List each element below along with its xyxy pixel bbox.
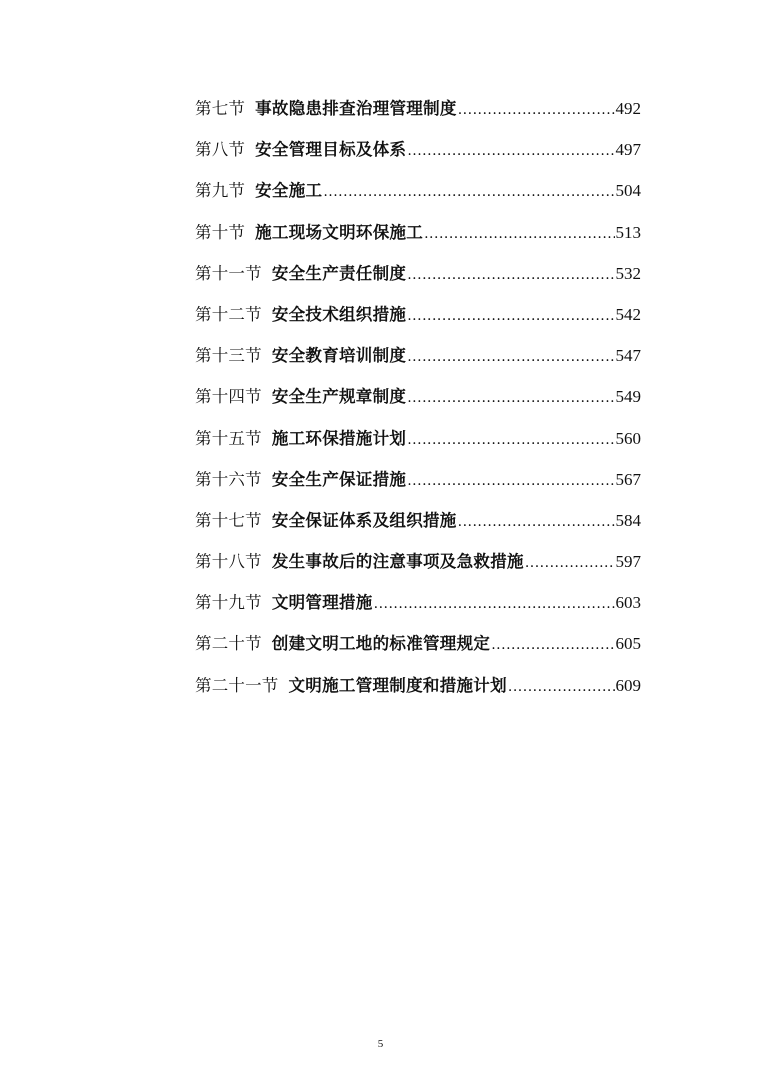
toc-entry[interactable] [195, 589, 641, 630]
toc-entry[interactable] [195, 95, 641, 136]
toc-entry-title: 安全保证体系及组织措施 [271, 510, 457, 530]
toc-entry[interactable] [195, 548, 641, 589]
toc-section-number: 第十四节 [195, 387, 262, 407]
toc-section-number: 第十五节 [195, 428, 262, 448]
toc-section-number: 第八节 [195, 140, 246, 160]
dot-leader [424, 220, 614, 248]
toc-page-number: 547 [615, 346, 641, 366]
toc-entry-title: 安全生产保证措施 [271, 469, 407, 489]
toc-entry[interactable] [195, 301, 641, 342]
toc-page-number: 597 [615, 552, 641, 572]
toc-entry[interactable] [195, 672, 641, 713]
page-number: 5 [377, 1038, 384, 1050]
toc-page-number: 560 [615, 428, 641, 448]
toc-entry[interactable] [195, 383, 641, 424]
toc-entry[interactable] [195, 177, 641, 218]
toc-section-number: 第十节 [195, 222, 246, 242]
toc-entry-title: 安全生产规章制度 [271, 387, 407, 407]
toc-page-number: 532 [615, 263, 641, 283]
toc-page-number: 492 [615, 99, 641, 118]
toc-section-number: 第十八节 [195, 552, 262, 572]
toc-entry-title: 创建文明工地的标准管理规定 [271, 634, 491, 654]
toc-section-number: 第十九节 [195, 593, 262, 613]
toc-page-number: 549 [615, 387, 641, 407]
toc-entry[interactable] [195, 136, 641, 177]
toc-entry-title: 施工现场文明环保施工 [255, 222, 424, 242]
toc-entry-title: 安全施工 [255, 181, 323, 201]
toc-page-number: 603 [615, 593, 641, 613]
dot-leader [374, 590, 615, 618]
dot-leader [458, 508, 615, 536]
dot-leader [508, 673, 615, 701]
toc-page-number: 567 [615, 469, 641, 489]
toc-entry[interactable] [195, 630, 641, 671]
dot-leader [407, 343, 614, 371]
toc-entry-title: 施工环保措施计划 [271, 428, 407, 448]
toc-section-number: 第七节 [195, 99, 246, 118]
toc-page-number: 513 [615, 222, 641, 242]
toc-entry-title: 安全教育培训制度 [271, 346, 407, 366]
table-of-contents [195, 95, 641, 713]
toc-entry-title: 发生事故后的注意事项及急救措施 [271, 552, 524, 572]
toc-page-number: 584 [615, 510, 641, 530]
toc-entry-title: 安全生产责任制度 [271, 263, 407, 283]
toc-entry[interactable] [195, 507, 641, 548]
toc-page-number: 504 [615, 181, 641, 201]
toc-page-number: 605 [615, 634, 641, 654]
dot-leader [525, 549, 615, 577]
toc-entry[interactable] [195, 219, 641, 260]
toc-section-number: 第二十节 [195, 634, 262, 654]
toc-entry-title: 事故隐患排查治理管理制度 [255, 99, 457, 118]
toc-page-number: 497 [615, 140, 641, 160]
toc-entry[interactable] [195, 260, 641, 301]
dot-leader [407, 137, 614, 165]
toc-entry-title: 安全技术组织措施 [271, 304, 407, 324]
toc-section-number: 第九节 [195, 181, 246, 201]
dot-leader [458, 96, 615, 124]
toc-section-number: 第十二节 [195, 304, 262, 324]
toc-entry-title: 文明施工管理制度和措施计划 [288, 675, 507, 695]
dot-leader [407, 426, 614, 454]
dot-leader [407, 467, 614, 495]
toc-section-number: 第十六节 [195, 469, 262, 489]
toc-section-number: 第十一节 [195, 263, 262, 283]
dot-leader [407, 261, 614, 289]
dot-leader [491, 631, 614, 659]
toc-entry-title: 安全管理目标及体系 [255, 140, 407, 160]
toc-section-number: 第十七节 [195, 510, 262, 530]
toc-entry[interactable] [195, 342, 641, 383]
dot-leader [407, 384, 614, 412]
toc-section-number: 第十三节 [195, 346, 262, 366]
toc-page-number: 542 [615, 304, 641, 324]
toc-entry-title: 文明管理措施 [271, 593, 373, 613]
toc-page-number: 609 [615, 675, 641, 695]
dot-leader [323, 178, 614, 206]
toc-section-number: 第二十一节 [195, 675, 279, 695]
dot-leader [407, 302, 614, 330]
toc-entry[interactable] [195, 466, 641, 507]
toc-entry[interactable] [195, 425, 641, 466]
